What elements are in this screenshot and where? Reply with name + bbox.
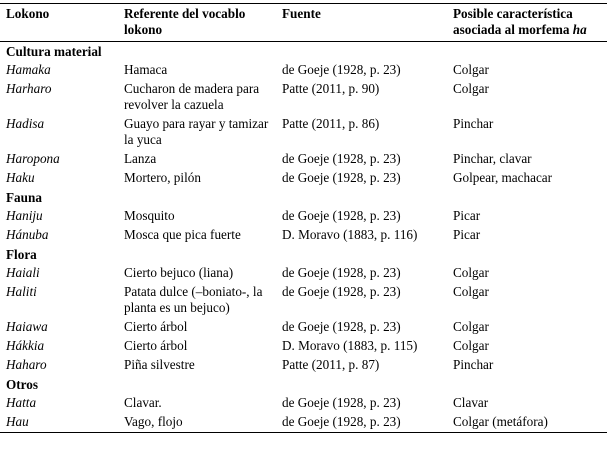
section-title: Otros	[6, 377, 38, 392]
cell-lokono: Hákkia	[6, 338, 45, 353]
cell-lokono: Hau	[6, 414, 29, 429]
cell-caracteristica: Colgar	[453, 81, 489, 96]
cell-lokono: Hadisa	[6, 116, 45, 131]
section-title: Cultura material	[6, 44, 102, 59]
cell-caracteristica: Clavar	[453, 395, 489, 410]
table-row	[0, 337, 607, 356]
cell-fuente: de Goeje (1928, p. 23)	[282, 395, 401, 410]
cell-caracteristica: Colgar	[453, 319, 489, 334]
header-fuente: Fuente	[282, 6, 321, 21]
cell-lokono: Haropona	[6, 151, 60, 166]
section-row	[0, 375, 607, 394]
cell-referente: Cierto árbol	[124, 319, 188, 334]
header-morfema: ha	[572, 22, 587, 37]
cell-lokono: Haliti	[6, 284, 37, 299]
cell-lokono: Haiali	[6, 265, 40, 280]
table-row	[0, 226, 607, 245]
cell-caracteristica: Colgar	[453, 62, 489, 77]
cell-lokono: Harharo	[6, 81, 52, 96]
table-row	[0, 61, 607, 80]
cell-lokono: Haku	[6, 170, 35, 185]
cell-referente: Mortero, pilón	[124, 170, 201, 185]
cell-lokono: Hánuba	[6, 227, 49, 242]
header-lokono: Lokono	[6, 6, 50, 21]
section-row	[0, 188, 607, 207]
cell-lokono: Hatta	[6, 395, 37, 410]
cell-fuente: Patte (2011, p. 86)	[282, 116, 380, 131]
table-row	[0, 150, 607, 169]
header-caracteristica-text: Posible característica asociada al morfema	[453, 6, 573, 37]
table-row	[0, 264, 607, 283]
cell-fuente: D. Moravo (1883, p. 115)	[282, 338, 418, 353]
cell-lokono: Haharo	[6, 357, 47, 372]
section-row	[0, 245, 607, 264]
cell-referente: Patata dulce (–boniato-, la planta es un bejuco)	[124, 284, 263, 315]
cell-fuente: de Goeje (1928, p. 23)	[282, 414, 401, 429]
cell-referente: Lanza	[124, 151, 157, 166]
lokono-table	[0, 3, 607, 433]
table-row	[0, 80, 607, 115]
table-row	[0, 207, 607, 226]
section-title: Flora	[6, 247, 37, 262]
cell-caracteristica: Pinchar	[453, 357, 494, 372]
cell-lokono: Hamaka	[6, 62, 51, 77]
cell-lokono: Haniju	[6, 208, 43, 223]
cell-referente: Piña silvestre	[124, 357, 195, 372]
cell-referente: Cucharon de madera para revolver la cazuela	[124, 81, 260, 112]
cell-caracteristica: Colgar (metáfora)	[453, 414, 548, 429]
header-row	[0, 4, 607, 42]
cell-caracteristica: Pinchar	[453, 116, 494, 131]
header-referente: Referente del vocablo lokono	[124, 6, 246, 37]
cell-referente: Cierto árbol	[124, 338, 188, 353]
cell-referente: Guayo para rayar y tamizar la yuca	[124, 116, 269, 147]
cell-fuente: de Goeje (1928, p. 23)	[282, 284, 401, 299]
header-caracteristica	[447, 4, 607, 42]
cell-caracteristica: Pinchar, clavar	[453, 151, 532, 166]
table-header	[0, 4, 607, 42]
cell-fuente: D. Moravo (1883, p. 116)	[282, 227, 418, 242]
table-row	[0, 169, 607, 188]
cell-caracteristica: Colgar	[453, 284, 489, 299]
cell-lokono: Haiawa	[6, 319, 48, 334]
cell-referente: Clavar.	[124, 395, 162, 410]
table-row	[0, 413, 607, 433]
cell-fuente: Patte (2011, p. 90)	[282, 81, 380, 96]
table-row	[0, 283, 607, 318]
cell-caracteristica: Picar	[453, 208, 481, 223]
cell-fuente: Patte (2011, p. 87)	[282, 357, 380, 372]
section-row	[0, 42, 607, 62]
section-title: Fauna	[6, 190, 42, 205]
cell-fuente: de Goeje (1928, p. 23)	[282, 151, 401, 166]
cell-referente: Cierto bejuco (liana)	[124, 265, 234, 280]
cell-referente: Mosquito	[124, 208, 175, 223]
cell-fuente: de Goeje (1928, p. 23)	[282, 62, 401, 77]
cell-fuente: de Goeje (1928, p. 23)	[282, 208, 401, 223]
cell-fuente: de Goeje (1928, p. 23)	[282, 319, 401, 334]
table-row	[0, 356, 607, 375]
cell-caracteristica: Colgar	[453, 265, 489, 280]
cell-referente: Hamaca	[124, 62, 168, 77]
cell-fuente: de Goeje (1928, p. 23)	[282, 265, 401, 280]
cell-caracteristica: Colgar	[453, 338, 489, 353]
cell-caracteristica: Picar	[453, 227, 481, 242]
cell-fuente: de Goeje (1928, p. 23)	[282, 170, 401, 185]
table-row	[0, 394, 607, 413]
cell-caracteristica: Golpear, machacar	[453, 170, 553, 185]
table-row	[0, 318, 607, 337]
cell-referente: Vago, flojo	[124, 414, 183, 429]
table-body	[0, 42, 607, 433]
table-row	[0, 115, 607, 150]
cell-referente: Mosca que pica fuerte	[124, 227, 241, 242]
